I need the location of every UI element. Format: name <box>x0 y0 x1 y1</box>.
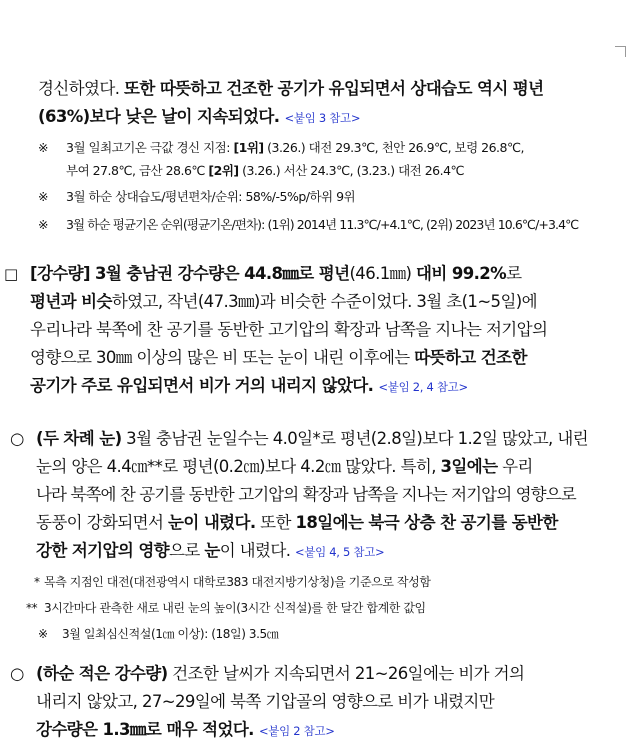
note-mark: ※ <box>38 140 48 155</box>
rainfall-section <box>4 260 634 401</box>
intro-bold: 또한 따뜻하고 건조한 공기가 유입되면서 상대습도 역시 평년 <box>124 79 544 98</box>
footnote-text: 3시간마다 관측한 새로 내린 눈의 높이(3시간 신적설)를 한 달간 합계한 값임 <box>44 601 426 615</box>
snow-section <box>10 425 634 566</box>
snow-text: 으로 <box>169 541 205 560</box>
rainfall-heading: [강수량] 3월 충남권 강수량은 44.8㎜로 평년 <box>30 264 350 283</box>
footnote-mark: ** <box>26 601 38 615</box>
attachment-ref[interactable]: <붙임 4, 5 참고> <box>294 545 385 559</box>
note-text: (3.26.) 서산 24.3℃, (3.23.) 대전 26.4℃ <box>238 163 465 178</box>
footnote-mark: ※ <box>38 627 48 641</box>
note-mark: ※ <box>38 189 48 204</box>
note-text: 3월 하순 상대습도/평년편차/순위: 58%/-5%p/하위 9위 <box>66 189 356 204</box>
note-item <box>38 213 630 236</box>
note-text: (3.26.) 대전 29.3℃, 천안 26.9℃, 보령 26.8℃, <box>263 140 524 155</box>
rainfall-text: 로 <box>506 264 522 283</box>
footnote-item <box>30 621 630 647</box>
footnote-text: 3월 일최심신적설(1㎝ 이상): (18일) 3.5㎝ <box>62 627 279 641</box>
snow-text: 또한 <box>255 513 296 532</box>
notes-group-1 <box>38 136 630 236</box>
attachment-ref[interactable]: <붙임 2 참고> <box>258 724 335 738</box>
late-text: 건조한 날씨가 지속되면서 21~26일에는 비가 거의 <box>167 664 525 683</box>
circle-bullet: ○ <box>10 664 24 683</box>
attachment-ref[interactable]: <붙임 2, 4 참고> <box>378 380 468 394</box>
note-text: 3월 하순 평균기온 순위(평균기온/편차): (1위) 2014년 11.3℃/+4.1℃, (2위) 2023년 10.6℃/+3.4℃ <box>66 217 579 232</box>
snow-bold: 눈이 내렸다. <box>168 513 256 532</box>
rainfall-text: 우리나라 북쪽에 찬 공기를 동반한 고기압의 확장과 남쪽을 지나는 저기압의 <box>30 320 548 339</box>
snow-text: 3월 충남권 눈일수는 4.0일*로 평년(2.8일)보다 1.2일 많았고, 내린 <box>121 429 588 448</box>
late-text: 내리지 않았고, 27~29일에 북쪽 기압골의 영향으로 비가 내렸지만 <box>36 692 495 711</box>
rainfall-bold: 평년과 비슷 <box>30 292 112 311</box>
snow-text: 동풍이 강화되면서 <box>36 513 169 532</box>
snow-text: 나라 북쪽에 찬 공기를 동반한 고기압의 확장과 남쪽을 지나는 저기압의 영향으로 <box>36 485 576 504</box>
note-item <box>38 185 630 208</box>
intro-text: 경신하였다. <box>38 79 124 98</box>
snow-footnotes <box>26 569 630 647</box>
footnote-text: 목측 지점인 대전(대전광역시 대학로383 대전지방기상청)을 기준으로 작성함 <box>44 575 431 589</box>
rainfall-text: 하였고, 작년(47.3㎜)과 비슷한 수준이었다. 3월 초(1~5일)에 <box>111 292 537 311</box>
rainfall-text: 영향으로 30㎜ 이상의 많은 비 또는 눈이 내린 이후에는 <box>30 348 415 367</box>
rainfall-bold: 따뜻하고 건조한 <box>414 348 527 367</box>
note-text: 부여 27.8℃, 금산 28.6℃ <box>66 163 209 178</box>
footnote-item <box>30 569 630 595</box>
section-box-bullet: □ <box>4 265 18 283</box>
note-item <box>38 136 630 182</box>
footnote-item <box>26 595 630 621</box>
circle-bullet: ○ <box>10 429 24 448</box>
late-heading: (하순 적은 강수량) <box>36 664 168 683</box>
rainfall-bold: 대비 99.2% <box>416 264 507 283</box>
snow-bold: 눈 <box>204 541 220 560</box>
snow-text: 눈의 양은 4.4㎝**로 평년(0.2㎝)보다 4.2㎝ 많았다. 특히, <box>36 457 441 476</box>
rainfall-text: (46.1㎜) <box>349 264 417 283</box>
rank-1-label: [1위] <box>233 140 264 155</box>
attachment-ref[interactable]: <붙임 3 참고> <box>284 111 361 125</box>
rank-2-label: [2위] <box>208 163 239 178</box>
snow-bold: 3일에는 <box>440 457 498 476</box>
note-mark: ※ <box>38 217 48 232</box>
snow-bold: 18일에는 북극 상층 찬 공기를 동반한 <box>295 513 558 532</box>
rainfall-bold: 공기가 주로 유입되면서 비가 거의 내리지 않았다. <box>30 376 379 395</box>
page-corner-mark <box>615 46 626 57</box>
late-month-section <box>10 660 634 745</box>
footnote-mark: * <box>34 575 40 589</box>
intro-paragraph <box>38 75 628 132</box>
snow-bold: 강한 저기압의 영향 <box>36 541 170 560</box>
intro-bold-2: (63%)보다 낮은 날이 지속되었다. <box>38 107 285 126</box>
snow-heading: (두 차례 눈) <box>36 429 122 448</box>
note-text: 3월 일최고기온 극값 경신 지점: <box>66 140 234 155</box>
snow-text: 우리 <box>497 457 533 476</box>
snow-text: 이 내렸다. <box>219 541 295 560</box>
late-bold: 강수량은 1.3㎜로 매우 적었다. <box>36 720 259 739</box>
